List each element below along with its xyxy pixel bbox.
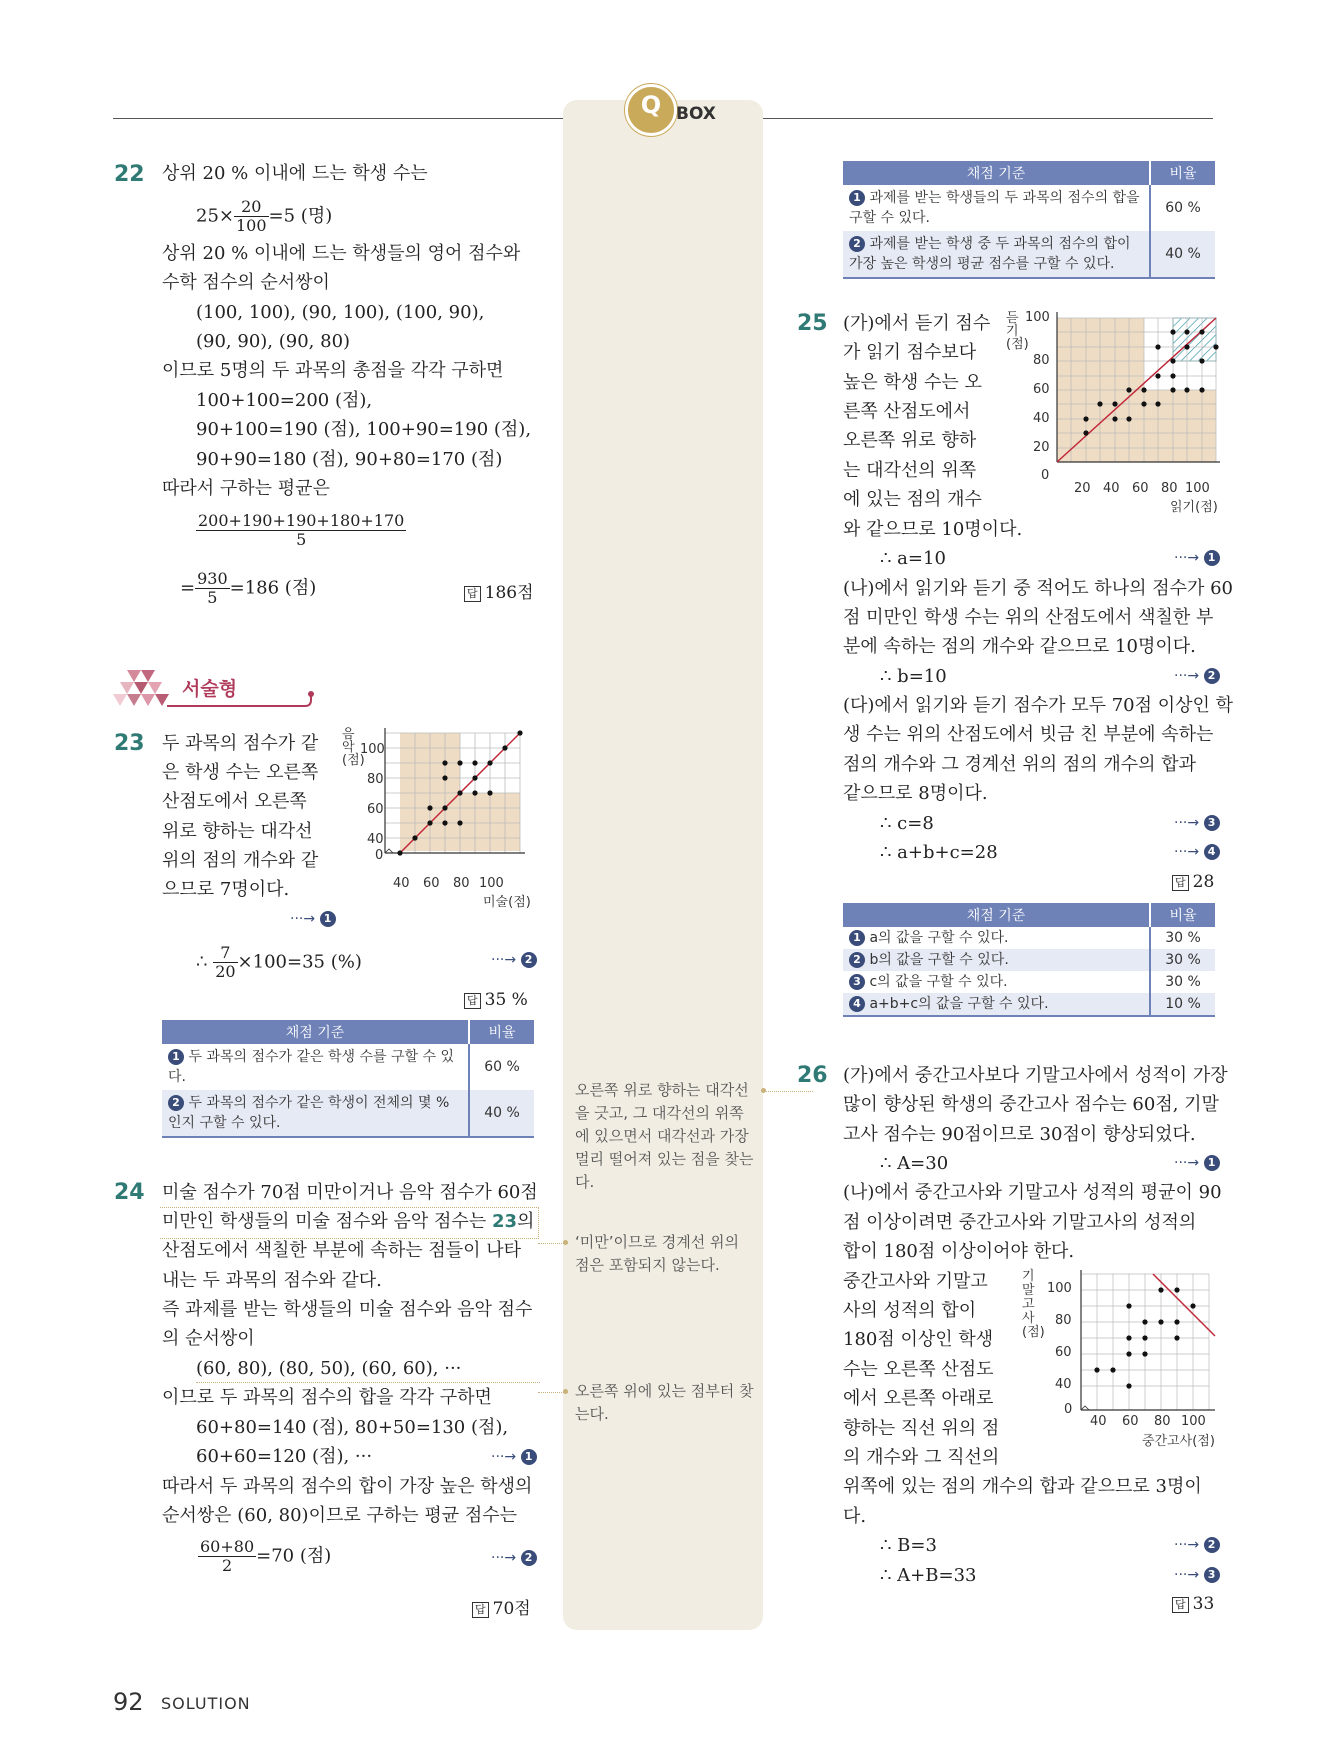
p26-line-6: 합이 180점 이상이어야 한다.	[843, 1241, 1075, 1262]
footer-label: SOLUTION	[161, 1694, 251, 1713]
p24-line-8: 이므로 두 과목의 점수의 합을 각각 구하면	[162, 1387, 492, 1408]
p26-xtick-100: 100	[1181, 1414, 1206, 1429]
p23-scatter-plot	[360, 722, 540, 882]
section-icon	[113, 666, 169, 706]
p23-ytick-40: 40	[367, 832, 384, 847]
p25-ytick-60: 60	[1033, 382, 1050, 397]
p23-answer: 답 35 %	[464, 990, 528, 1010]
p25-line-2: 가 읽기 점수보다	[843, 342, 977, 363]
p26-line-14: 위쪽에 있는 점의 개수의 합과 같으므로 3명이	[843, 1476, 1202, 1497]
answer-mark: 답	[1172, 1597, 1189, 1613]
p25-xtick-80: 80	[1161, 481, 1178, 496]
table-row: 2 과제를 받는 학생 중 두 과목의 점수의 합이 가장 높은 학생의 평균 점수를 구할 수 있다. 40 %	[843, 231, 1215, 278]
p26-y-axis-label: 기말고사(점)	[1022, 1269, 1045, 1340]
p23-line-1: 두 과목의 점수가 같	[162, 733, 319, 754]
p25-origin: 0	[1041, 468, 1050, 483]
p22-line-3: 상위 20 % 이내에 드는 학생들의 영어 점수와	[162, 243, 521, 264]
p24-line-6: 의 순서쌍이	[162, 1328, 255, 1349]
p24-line-10: 60+60=120 (점), ···	[196, 1446, 373, 1467]
p26-line-9: 180점 이상인 학생	[843, 1329, 994, 1350]
p26-answer: 답 33	[1172, 1594, 1214, 1614]
p25-y-axis-label: 듣기(점)	[1006, 311, 1029, 352]
p26-x-axis-label: 중간고사(점)	[1142, 1434, 1215, 1449]
p24-line-5: 즉 과제를 받는 학생들의 미술 점수와 음악 점수	[162, 1299, 533, 1320]
p23-origin: 0	[375, 848, 384, 863]
p26-step-3: ···→ 3	[1174, 1567, 1220, 1583]
answer-mark: 답	[464, 993, 481, 1009]
p25-result-3: ∴ c=8	[880, 813, 934, 834]
note-3-dot	[563, 1389, 568, 1394]
p26-line-15: 다.	[843, 1506, 867, 1527]
problem-number-23: 23	[114, 731, 145, 756]
p25-line-7: 에 있는 점의 개수	[843, 489, 982, 510]
p24-line-9: 60+80=140 (점), 80+50=130 (점),	[196, 1417, 509, 1438]
p26-ytick-40: 40	[1055, 1377, 1072, 1392]
p25-grading-table	[843, 903, 1215, 1017]
p23-line-2: 은 학생 수는 오른쪽	[162, 762, 319, 783]
p24-line-7: (60, 80), (80, 50), (60, 60), ···	[196, 1358, 462, 1379]
p23-xtick-60: 60	[423, 876, 440, 891]
p25-line-10: 점 미만인 학생 수는 위의 산점도에서 색칠한 부	[843, 607, 1214, 628]
p23-line-3: 산점도에서 오른쪽	[162, 791, 307, 812]
table-header-criteria: 채점 기준	[162, 1020, 469, 1044]
problem-number-22: 22	[114, 162, 145, 187]
p25-ytick-20: 20	[1033, 440, 1050, 455]
table-row: 1 a의 값을 구할 수 있다. 30 %	[843, 927, 1215, 949]
p22-line-2: 25× $\frac{20}{100}$ =5 (명)	[196, 197, 333, 235]
table-header-ratio: 비율	[1150, 161, 1215, 185]
p25-scatter-plot	[1030, 308, 1220, 490]
p24-line-7-underline	[196, 1382, 540, 1383]
p26-line-2: 많이 향상된 학생의 중간고사 점수는 60점, 기말	[843, 1094, 1219, 1115]
p24-line-11: 따라서 두 과목의 점수의 합이 가장 높은 학생의	[162, 1476, 533, 1497]
note-top-right-hint: 오른쪽 위에 있는 점부터 찾는다.	[575, 1382, 754, 1423]
p25-ytick-100: 100	[1025, 310, 1050, 325]
table-row: 2 b의 값을 구할 수 있다. 30 %	[843, 949, 1215, 971]
p25-xtick-100: 100	[1185, 481, 1210, 496]
p25-line-15: 같으므로 8명이다.	[843, 783, 988, 804]
table-row: 1 두 과목의 점수가 같은 학생 수를 구할 수 있다. 60 %	[162, 1044, 534, 1090]
p26-boundary-line	[1153, 1274, 1215, 1336]
p22-line-4: 수학 점수의 순서쌍이	[162, 272, 330, 293]
p25-ytick-40: 40	[1033, 411, 1050, 426]
p24-grading-table	[843, 161, 1215, 279]
p23-step-1: ···→ 1	[290, 911, 336, 927]
note-diagonal-hint: 오른쪽 위로 향하는 대각선을 긋고, 그 대각선의 위쪽에 있으면서 대각선과 가장 멀리 떨어져 있는 점을 찾는다.	[575, 1081, 754, 1191]
p26-line-12: 향하는 직선 위의 점	[843, 1418, 1000, 1439]
p26-ytick-80: 80	[1055, 1313, 1072, 1328]
p25-line-4: 른쪽 산점도에서	[843, 401, 971, 422]
note-2-dot	[563, 1240, 568, 1245]
p23-line-4: 위로 향하는 대각선	[162, 821, 313, 842]
note-boundary-hint: ‘미만’이므로 경계선 위의 점은 포함되지 않는다.	[575, 1233, 739, 1274]
p24-line-2: 미만인 학생들의 미술 점수와 음악 점수는 23의	[162, 1211, 535, 1232]
p26-line-7: 중간고사와 기말고	[843, 1271, 988, 1292]
table-header-criteria: 채점 기준	[843, 161, 1150, 185]
p24-line-12: 순서쌍은 (60, 80)이므로 구하는 평균 점수는	[162, 1505, 518, 1526]
p24-highlight-box	[160, 1207, 539, 1239]
p25-line-6: 는 대각선의 위쪽	[843, 460, 977, 481]
table-row: 2 두 과목의 점수가 같은 학생이 전체의 몇 % 인지 구할 수 있다. 40 %	[162, 1090, 534, 1137]
p25-xtick-60: 60	[1132, 481, 1149, 496]
p25-xtick-20: 20	[1074, 481, 1091, 496]
p22-line-6: (90, 90), (90, 80)	[196, 331, 351, 352]
p22-line-5: (100, 100), (90, 100), (100, 90),	[196, 302, 485, 323]
problem-number-25: 25	[797, 311, 828, 336]
q-box-letter: Q	[640, 91, 662, 119]
p25-result-1: ∴ a=10	[880, 548, 946, 569]
p26-result-3: ∴ A+B=33	[880, 1565, 977, 1586]
p22-line-7: 이므로 5명의 두 과목의 총점을 각각 구하면	[162, 360, 504, 381]
p26-line-11: 에서 오른쪽 아래로	[843, 1388, 994, 1409]
p23-calc: ∴ $\frac{7}{20}$ ×100=35 (%)	[196, 943, 362, 981]
p25-result-4: ∴ a+b+c=28	[880, 842, 998, 863]
p22-fraction-1: $\frac{200+190+190+180+170}{5}$	[198, 511, 405, 549]
p25-result-2: ∴ b=10	[880, 666, 947, 687]
page-number: 92	[113, 1688, 144, 1716]
answer-mark: 답	[1172, 875, 1189, 891]
p26-step-1: ···→ 1	[1174, 1155, 1220, 1171]
p23-x-axis-label: 미술(점)	[483, 895, 531, 910]
p24-fraction: $\frac{60+80}{2}$ =70 (점)	[200, 1537, 332, 1575]
answer-mark: 답	[464, 586, 481, 602]
p26-ytick-60: 60	[1055, 1345, 1072, 1360]
p26-xtick-80: 80	[1154, 1414, 1171, 1429]
section-underline	[165, 690, 315, 712]
p26-result-2: ∴ B=3	[880, 1535, 937, 1556]
p25-line-1: (가)에서 듣기 점수	[843, 313, 991, 334]
p26-line-1: (가)에서 중간고사보다 기말고사에서 성적이 가장	[843, 1065, 1228, 1086]
p23-ytick-100: 100	[360, 742, 385, 757]
p25-line-14: 점의 개수와 그 경계선 위의 점의 개수의 합과	[843, 754, 1197, 775]
p24-answer: 답 70점	[472, 1594, 531, 1619]
p26-line-10: 수는 오른쪽 산점도	[843, 1359, 994, 1380]
p23-grading-table	[162, 1020, 534, 1138]
p22-line-10: 90+90=180 (점), 90+80=170 (점)	[196, 449, 503, 470]
p25-x-axis-label: 읽기(점)	[1170, 500, 1218, 515]
p26-line-5: 점 이상이려면 중간고사와 기말고사의 성적의	[843, 1212, 1197, 1233]
p26-line-3: 고사 점수는 90점이므로 30점이 향상되었다.	[843, 1124, 1196, 1145]
p26-xtick-40: 40	[1090, 1414, 1107, 1429]
p25-line-3: 높은 학생 수는 오	[843, 372, 982, 393]
p24-line-1: 미술 점수가 70점 미만이거나 음악 점수가 60점	[162, 1182, 538, 1203]
p26-ytick-100: 100	[1047, 1281, 1072, 1296]
p25-line-11: 분에 속하는 점의 개수와 같으므로 10명이다.	[843, 636, 1196, 657]
p23-step-2: ···→ 2	[491, 952, 537, 968]
p26-step-2: ···→ 2	[1174, 1537, 1220, 1553]
p26-line-4: (나)에서 중간고사와 기말고사 성적의 평균이 90	[843, 1182, 1222, 1203]
p26-result-1: ∴ A=30	[880, 1153, 949, 1174]
p23-y-axis-label: 음악(점)	[342, 727, 365, 768]
p25-line-13: 생 수는 위의 산점도에서 빗금 친 부분에 속하는	[843, 724, 1214, 745]
note-1-dot	[761, 1088, 766, 1093]
p26-origin: 0	[1064, 1402, 1073, 1417]
p25-line-5: 오른쪽 위로 향하	[843, 430, 977, 451]
p25-step-2: ···→ 2	[1174, 668, 1220, 684]
p23-ytick-60: 60	[367, 802, 384, 817]
table-row: 3 c의 값을 구할 수 있다. 30 %	[843, 971, 1215, 993]
p25-answer: 답 28	[1172, 872, 1214, 892]
p22-line-11: 따라서 구하는 평균은	[162, 478, 330, 499]
p25-xtick-40: 40	[1103, 481, 1120, 496]
p22-line-1: 상위 20 % 이내에 드는 학생 수는	[162, 163, 428, 184]
table-row: 1 과제를 받는 학생들의 두 과목의 점수의 합을 구할 수 있다. 60 %	[843, 185, 1215, 231]
p24-line-4: 내는 두 과목의 점수와 같다.	[162, 1270, 382, 1291]
p23-line-5: 위의 점의 개수와 같	[162, 850, 319, 871]
p25-ytick-80: 80	[1033, 353, 1050, 368]
p22-line-9: 90+100=190 (점), 100+90=190 (점),	[196, 419, 532, 440]
p25-shade-bottom	[1144, 390, 1216, 462]
section-title: 서술형	[182, 678, 238, 700]
note-1-connector	[763, 1091, 813, 1092]
problem-number-26: 26	[797, 1063, 828, 1088]
p25-step-3: ···→ 3	[1174, 815, 1220, 831]
p26-line-8: 사의 성적의 합이	[843, 1300, 977, 1321]
table-header-criteria: 채점 기준	[843, 903, 1150, 927]
answer-mark: 답	[472, 1602, 489, 1618]
q-box-label: BOX	[676, 104, 716, 124]
p25-step-1: ···→ 1	[1174, 550, 1220, 566]
p23-ytick-80: 80	[367, 772, 384, 787]
p23-xtick-80: 80	[453, 876, 470, 891]
table-row: 4 a+b+c의 값을 구할 수 있다. 10 %	[843, 993, 1215, 1016]
p22-answer: 답 186점	[464, 578, 534, 603]
p26-line-13: 의 개수와 그 직선의	[843, 1447, 1000, 1468]
p25-line-12: (다)에서 읽기와 듣기 점수가 모두 70점 이상인 학	[843, 695, 1233, 716]
p24-line-3: 산점도에서 색칠한 부분에 속하는 점들이 나타	[162, 1240, 521, 1261]
problem-number-24: 24	[114, 1180, 145, 1205]
table-header-ratio: 비율	[1150, 903, 1215, 927]
p23-line-6: 으므로 7명이다.	[162, 879, 290, 900]
p22-line-8: 100+100=200 (점),	[196, 390, 373, 411]
p24-step-2: ···→ 2	[491, 1550, 537, 1566]
p25-line-8: 와 같으므로 10명이다.	[843, 519, 1023, 540]
p26-xtick-60: 60	[1122, 1414, 1139, 1429]
p23-xtick-100: 100	[479, 876, 504, 891]
p25-line-9: (나)에서 읽기와 듣기 중 적어도 하나의 점수가 60	[843, 578, 1233, 599]
p22-fraction-2: = $\frac{930}{5}$ =186 (점)	[180, 569, 317, 607]
p24-step-1: ···→ 1	[491, 1449, 537, 1465]
p23-xtick-40: 40	[393, 876, 410, 891]
table-header-ratio: 비율	[469, 1020, 534, 1044]
p25-step-4: ···→ 4	[1174, 844, 1220, 860]
p26-scatter-plot	[1055, 1268, 1220, 1428]
